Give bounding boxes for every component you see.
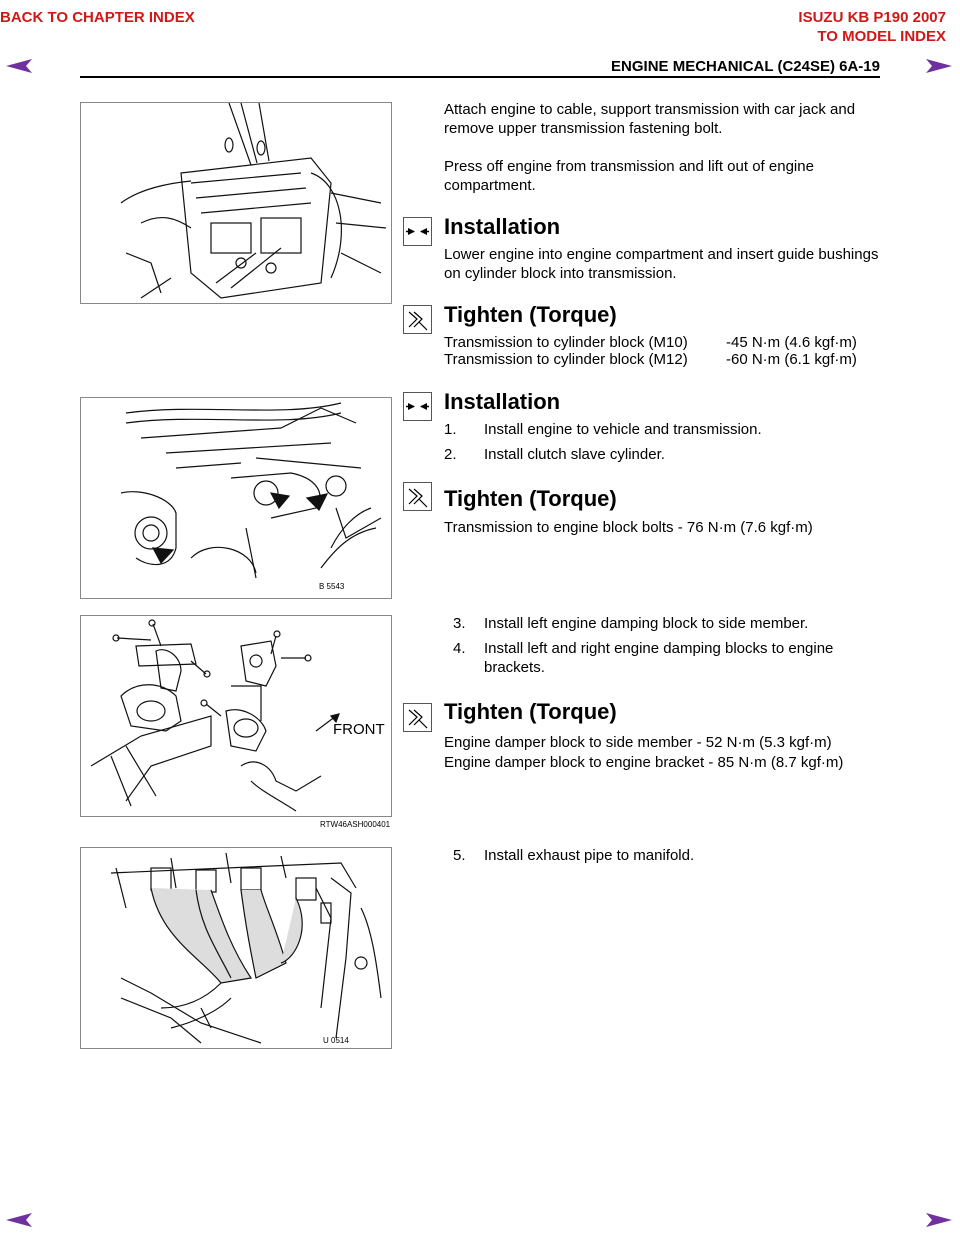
list-item-text: Install left engine damping block to side member. xyxy=(484,615,809,632)
torque-row-value: -60 N·m (6.1 kgf·m) xyxy=(726,351,857,368)
list-item-number: 3. xyxy=(453,615,466,632)
prev-page-arrow-icon[interactable] xyxy=(6,58,32,74)
paragraph-press-off-engine: Press off engine from transmission and lift out of engine compartment. xyxy=(444,158,814,194)
figure-damping-blocks xyxy=(80,615,392,817)
model-title-link[interactable]: ISUZU KB P190 2007 xyxy=(798,9,946,26)
torque-row-label: Transmission to cylinder block (M12) xyxy=(444,351,688,368)
installation-arrows-icon xyxy=(403,217,432,246)
torque-text-side-member: Engine damper block to side member - 52 N·m (5.3 kgf·m) xyxy=(444,734,832,751)
torque-wrench-icon xyxy=(403,305,432,334)
paragraph-attach-engine: Attach engine to cable, support transmission with car jack and remove upper transmission fastening bolt. xyxy=(444,101,856,137)
list-item-number: 2. xyxy=(444,446,457,463)
list-item-text: Install clutch slave cylinder. xyxy=(484,446,665,463)
header-rule xyxy=(80,76,880,78)
figure-engine-lift xyxy=(80,102,392,304)
torque-text-transmission-bolts: Transmission to engine block bolts - 76 N·m (7.6 kgf·m) xyxy=(444,519,813,536)
list-item-text: Install engine to vehicle and transmission. xyxy=(484,421,762,438)
figure-exhaust-manifold xyxy=(80,847,392,1049)
torque-wrench-icon xyxy=(403,703,432,732)
installation-heading-2: Installation xyxy=(444,389,561,414)
back-to-chapter-index-link[interactable]: BACK TO CHAPTER INDEX xyxy=(0,9,195,26)
to-model-index-link[interactable]: TO MODEL INDEX xyxy=(817,28,946,45)
torque-heading-3: Tighten (Torque) xyxy=(444,699,617,724)
figure-caption-rtw46ash000401: RTW46ASH000401 xyxy=(320,820,391,829)
torque-heading-2: Tighten (Torque) xyxy=(444,486,617,511)
torque-text-engine-bracket: Engine damper block to engine bracket - 85 N·m (8.7 kgf·m) xyxy=(444,754,844,771)
figure-front-label: FRONT xyxy=(333,721,385,738)
paragraph-lower-engine: Lower engine into engine compartment and insert guide bushings on cylinder block into transmission. xyxy=(444,246,879,282)
list-item-text: Install exhaust pipe to manifold. xyxy=(484,847,695,864)
installation-arrows-icon xyxy=(403,392,432,421)
torque-wrench-icon xyxy=(403,482,432,511)
next-page-arrow-icon-bottom[interactable] xyxy=(926,1212,952,1228)
installation-heading-1: Installation xyxy=(444,214,561,239)
torque-heading-1: Tighten (Torque) xyxy=(444,302,617,327)
figure-label-b5543: B 5543 xyxy=(319,582,345,591)
figure-label-u0514: U 0514 xyxy=(323,1036,349,1045)
list-item-number: 5. xyxy=(453,847,466,864)
list-item-number: 4. xyxy=(453,640,466,657)
next-page-arrow-icon[interactable] xyxy=(926,58,952,74)
page-header-title: ENGINE MECHANICAL (C24SE) 6A-19 xyxy=(611,58,880,75)
torque-row-m12 xyxy=(444,350,857,369)
torque-row-label: Transmission to cylinder block (M10) xyxy=(444,334,688,351)
list-item-text: Install left and right engine damping blocks to engine brackets. xyxy=(484,640,834,676)
figure-transmission-bolts xyxy=(80,397,392,599)
list-item-number: 1. xyxy=(444,421,457,438)
torque-row-value: -45 N·m (4.6 kgf·m) xyxy=(726,334,857,351)
prev-page-arrow-icon-bottom[interactable] xyxy=(6,1212,32,1228)
